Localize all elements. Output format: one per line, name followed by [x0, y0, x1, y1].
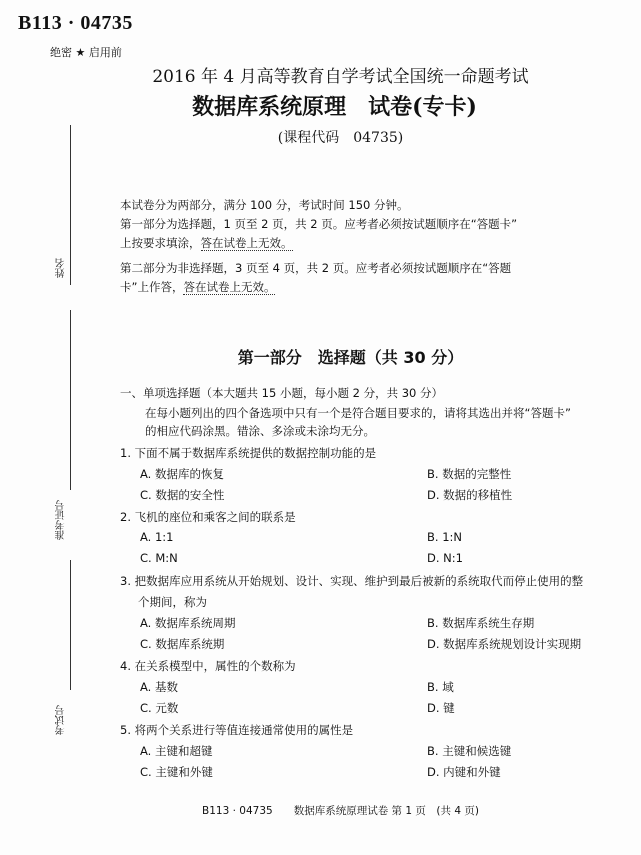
option-b: B. 数据的完整性: [427, 467, 512, 481]
option-b: B. 主键和候选键: [427, 744, 512, 758]
side-label-seat: 考试号: [56, 705, 67, 735]
intro-line-2: 第一部分为选择题，1 页至 2 页，共 2 页。应考者必须按试题顺序在“答题卡”: [120, 217, 518, 231]
section-heading: 一、单项选择题（本大题共 15 小题，每小题 2 分，共 30 分）: [120, 386, 444, 400]
option-d: D. 数据库系统规划设计实现期: [427, 637, 582, 651]
option-c: C. 数据的安全性: [140, 488, 225, 502]
binding-line-3: [70, 560, 71, 690]
section-instruction-1: 在每小题列出的四个备选项中只有一个是符合题目要求的，请将其选出并将“答题卡”: [145, 406, 571, 420]
option-a: A. 1:1: [140, 530, 174, 544]
paper-code: B113 · 04735: [18, 12, 133, 34]
question-stem: 2. 飞机的座位和乘客之间的联系是: [120, 510, 296, 524]
binding-line-2: [70, 310, 71, 490]
question-stem: 4. 在关系模型中，属性的个数称为: [120, 659, 296, 673]
option-b: B. 数据库系统生存期: [427, 616, 535, 630]
section-instruction-2: 的相应代码涂黑。错涂、多涂或未涂均无分。: [145, 424, 375, 438]
binding-line-1: [70, 125, 71, 285]
option-b: B. 域: [427, 680, 454, 694]
option-d: D. N:1: [427, 551, 463, 565]
option-c: C. M:N: [140, 551, 178, 565]
intro-line-1: 本试卷分为两部分，满分 100 分，考试时间 150 分钟。: [120, 198, 409, 212]
intro-line-3: 上按要求填涂，答在试卷上无效。: [120, 236, 293, 250]
question-stem: 5. 将两个关系进行等值连接通常使用的属性是: [120, 723, 354, 737]
option-c: C. 数据库系统期: [140, 637, 225, 651]
page-footer: B113 · 04735 数据库系统原理试卷 第 1 页 (共 4 页): [202, 805, 479, 817]
option-c: C. 主键和外键: [140, 765, 213, 779]
question-stem: 3. 把数据库应用系统从开始规划、设计、实现、维护到最后被新的系统取代而停止使用的整: [120, 574, 584, 588]
option-d: D. 键: [427, 701, 455, 715]
side-label-ticket: 准考证号: [56, 500, 67, 540]
question-stem: 1. 下面不属于数据库系统提供的数据控制功能的是: [120, 446, 377, 460]
option-d: D. 数据的移植性: [427, 488, 513, 502]
part-title: 第一部分 选择题（共 30 分）: [237, 348, 464, 367]
option-a: A. 数据库系统周期: [140, 616, 236, 630]
option-b: B. 1:N: [427, 530, 462, 544]
intro-emphasis-2: 答在试卷上无效。: [183, 280, 276, 294]
intro-line-5: 卡”上作答，答在试卷上无效。: [120, 280, 276, 294]
option-a: A. 主键和超键: [140, 744, 213, 758]
option-a: A. 基数: [140, 680, 178, 694]
exam-title: 2016 年 4 月高等教育自学考试全国统一命题考试: [152, 67, 529, 87]
course-code: (课程代码 04735): [277, 130, 404, 146]
intro-line-4: 第二部分为非选择题，3 页至 4 页，共 2 页。应考者必须按试题顺序在“答题: [120, 261, 512, 275]
option-a: A. 数据库的恢复: [140, 467, 224, 481]
side-label-name: 姓名: [56, 258, 67, 278]
option-d: D. 内键和外键: [427, 765, 501, 779]
intro-emphasis-1: 答在试卷上无效。: [200, 236, 293, 250]
question-stem-cont: 个期间，称为: [138, 595, 207, 609]
secret-label: 绝密 ★ 启用前: [50, 46, 122, 59]
option-c: C. 元数: [140, 701, 179, 715]
main-title: 数据库系统原理 试卷(专卡): [192, 94, 477, 120]
